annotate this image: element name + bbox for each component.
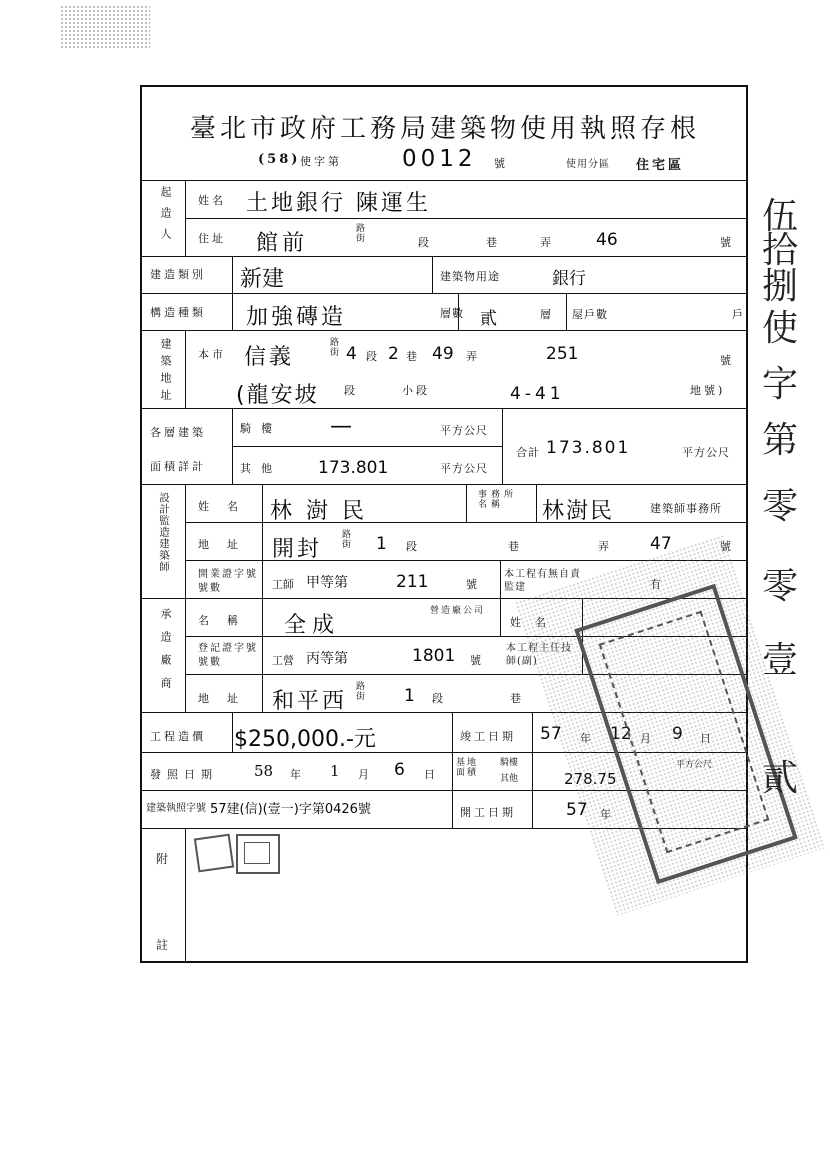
contractor-tech-label: 本工程主任技師(副) bbox=[506, 643, 572, 667]
start-year: 57 bbox=[566, 800, 588, 820]
area-label-2: 面積詳計 bbox=[150, 460, 206, 473]
side-char: 伍 bbox=[762, 196, 799, 237]
floors-unit: 層 bbox=[540, 308, 554, 321]
start-date-label: 開工日期 bbox=[460, 806, 516, 819]
contractor-reg-no: 1801 bbox=[412, 646, 456, 666]
contractor-reg-prefix: 工營 bbox=[272, 654, 294, 667]
permit-label: 建築執照字號 bbox=[146, 803, 206, 814]
use-number-label: 使字第 bbox=[300, 155, 342, 168]
completion-unit-m: 月 bbox=[640, 732, 654, 745]
site-area-label: 基地面積 bbox=[456, 758, 479, 778]
zone-label: 使用分區 bbox=[566, 159, 610, 170]
issue-month-unit: 月 bbox=[358, 768, 372, 781]
applicant-road: 路街 bbox=[356, 224, 366, 244]
side-char: 拾 bbox=[762, 230, 799, 271]
remarks-label-bottom: 註 bbox=[156, 938, 172, 952]
issue-day: 6 bbox=[394, 760, 405, 780]
arcade-label: 騎樓 bbox=[240, 422, 282, 435]
side-char: 零 bbox=[762, 566, 799, 607]
location-number: 251 bbox=[546, 344, 579, 364]
hao-label: 號 bbox=[494, 157, 508, 170]
contractor-name-value: 全成 bbox=[284, 613, 341, 638]
location-city: 本市 bbox=[198, 348, 226, 361]
architect-license-hao: 號 bbox=[466, 578, 480, 591]
architect-office-value: 林澍民 bbox=[542, 499, 615, 524]
side-char: 零 bbox=[762, 486, 799, 527]
license-number: 0012 bbox=[402, 146, 477, 172]
construction-type-label: 建造類別 bbox=[150, 268, 206, 281]
location-sub-section: 小段 bbox=[402, 384, 430, 397]
other-area-label: 其他 bbox=[240, 462, 282, 475]
applicant-address-value: 館前 bbox=[256, 231, 309, 256]
floors-value: 貳 bbox=[480, 309, 497, 329]
contractor-duan-no: 1 bbox=[404, 686, 415, 706]
contractor-xiang: 巷 bbox=[510, 692, 524, 705]
location-lot-label: 地號) bbox=[690, 384, 726, 397]
contractor-road: 路街 bbox=[356, 682, 366, 702]
location-section-label: 建築地址 bbox=[159, 338, 172, 406]
contractor-reg-label: 登記證字號號數 bbox=[198, 643, 258, 668]
completion-day: 9 bbox=[672, 724, 683, 744]
issue-month: 1 bbox=[330, 762, 340, 780]
contractor-name-label: 名稱 bbox=[198, 614, 256, 627]
architect-office-label: 事務所名稱 bbox=[478, 490, 518, 510]
scan-noise bbox=[60, 5, 150, 50]
floors-label: 層數 bbox=[440, 307, 464, 320]
contractor-address-label: 地址 bbox=[198, 692, 256, 705]
cost-value: $250,000.-元 bbox=[234, 727, 376, 752]
building-use-value: 銀行 bbox=[552, 269, 586, 289]
side-char: 第 bbox=[762, 420, 799, 461]
issue-date-label: 發照日期 bbox=[150, 768, 218, 781]
households-label: 屋戶數 bbox=[572, 308, 608, 321]
contractor-duan: 段 bbox=[432, 692, 446, 705]
applicant-hao: 號 bbox=[720, 236, 734, 249]
architect-number: 47 bbox=[650, 534, 672, 554]
structure-type-label: 構造種類 bbox=[150, 306, 206, 319]
location-xiang: 巷 bbox=[406, 350, 420, 363]
location-hao: 號 bbox=[720, 354, 734, 367]
inner-seal-stamp bbox=[244, 842, 270, 864]
applicant-section-label: 起造人 bbox=[159, 186, 172, 249]
contractor-address-value: 和平西 bbox=[272, 689, 348, 714]
other-area-value: 173.801 bbox=[318, 458, 389, 478]
applicant-address-label: 住址 bbox=[198, 232, 226, 245]
side-char: 使 bbox=[762, 308, 799, 349]
architect-nong: 弄 bbox=[598, 540, 612, 553]
architect-address-label: 地址 bbox=[198, 538, 256, 551]
location-section-unit: 段 bbox=[344, 384, 358, 397]
side-char: 壹 bbox=[762, 640, 799, 681]
architect-hao: 號 bbox=[720, 540, 734, 553]
contractor-person-label: 姓名 bbox=[510, 616, 560, 629]
arcade-value: — bbox=[330, 414, 352, 439]
structure-type-value: 加強磚造 bbox=[246, 305, 347, 330]
start-unit-y: 年 bbox=[600, 808, 614, 821]
site-other-label: 其他 bbox=[500, 774, 519, 784]
site-arcade-label: 騎樓 bbox=[500, 758, 519, 768]
issue-year-unit: 年 bbox=[290, 768, 304, 781]
year-label: (58) bbox=[258, 152, 301, 167]
supervise-label: 本工程有無自責監建 bbox=[504, 569, 581, 593]
architect-address-value: 開封 bbox=[272, 537, 323, 562]
side-char: 貳 bbox=[762, 758, 799, 799]
other-area-unit: 平方公尺 bbox=[440, 462, 488, 475]
location-nong-no: 49 bbox=[432, 344, 454, 364]
architect-duan: 段 bbox=[406, 540, 420, 553]
architect-road: 路街 bbox=[342, 530, 352, 550]
issue-year: 58 bbox=[254, 762, 274, 780]
households-unit: 戶 bbox=[732, 308, 746, 321]
completion-unit-y: 年 bbox=[580, 732, 594, 745]
applicant-name-value: 土地銀行 陳運生 bbox=[246, 191, 431, 216]
permit-value: 57建(信)(壹一)字第0426號 bbox=[210, 802, 371, 817]
completion-label: 竣工日期 bbox=[460, 730, 516, 743]
contractor-reg-class: 丙等第 bbox=[306, 651, 348, 667]
applicant-name-label: 姓名 bbox=[198, 194, 226, 207]
site-other-value: 278.75 bbox=[564, 770, 617, 788]
architect-license-label: 開業證字號號數 bbox=[198, 569, 258, 594]
architect-name-value: 林澍民 bbox=[270, 499, 379, 524]
supervise-value: 有 bbox=[650, 578, 664, 591]
cost-label: 工程造價 bbox=[150, 730, 206, 743]
remarks-label-top: 附 bbox=[156, 852, 172, 866]
total-area-label: 合計 bbox=[516, 446, 540, 459]
location-section-value: (龍安坡 bbox=[236, 383, 319, 408]
completion-year: 57 bbox=[540, 724, 562, 744]
location-road: 路街 bbox=[330, 338, 340, 358]
total-area-unit: 平方公尺 bbox=[682, 446, 730, 459]
architect-name-label: 姓名 bbox=[198, 500, 256, 513]
small-seal-stamp bbox=[194, 834, 234, 873]
location-road-value: 信義 bbox=[244, 345, 295, 370]
architect-license-no: 211 bbox=[396, 572, 429, 592]
applicant-nong: 弄 bbox=[540, 236, 554, 249]
zone-value: 住宅區 bbox=[636, 158, 685, 173]
side-char: 捌 bbox=[762, 266, 799, 307]
contractor-reg-hao: 號 bbox=[470, 654, 484, 667]
contractor-company-suffix: 營造廠公司 bbox=[430, 606, 486, 616]
location-duan-no: 4 bbox=[346, 344, 357, 364]
applicant-number: 46 bbox=[596, 230, 618, 250]
total-area-value: 173.801 bbox=[546, 438, 631, 458]
building-use-label: 建築物用途 bbox=[440, 270, 500, 283]
architect-license-class: 甲等第 bbox=[306, 575, 348, 591]
site-unit: 平方公尺 bbox=[676, 760, 713, 770]
arcade-unit: 平方公尺 bbox=[440, 424, 488, 437]
location-xiang-no: 2 bbox=[388, 344, 399, 364]
page-title: 臺北市政府工務局建築物使用執照存根 bbox=[190, 114, 701, 144]
completion-month: 12 bbox=[610, 724, 632, 744]
construction-type-value: 新建 bbox=[240, 267, 285, 292]
side-char: 字 bbox=[762, 364, 799, 405]
contractor-section-label: 承造廠商 bbox=[159, 608, 172, 700]
architect-xiang: 巷 bbox=[508, 540, 522, 553]
completion-unit-d: 日 bbox=[700, 732, 714, 745]
location-lot-no: 4-41 bbox=[510, 384, 565, 404]
applicant-xiang: 巷 bbox=[486, 236, 500, 249]
issue-day-unit: 日 bbox=[424, 768, 438, 781]
architect-section-label: 設計監造建築師 bbox=[158, 492, 170, 573]
applicant-duan: 段 bbox=[418, 236, 432, 249]
location-duan: 段 bbox=[366, 350, 380, 363]
location-nong: 弄 bbox=[466, 350, 480, 363]
architect-license-prefix: 工師 bbox=[272, 578, 294, 591]
architect-office-suffix: 建築師事務所 bbox=[650, 502, 722, 515]
area-label-1: 各層建築 bbox=[150, 426, 206, 439]
architect-duan-no: 1 bbox=[376, 534, 387, 554]
